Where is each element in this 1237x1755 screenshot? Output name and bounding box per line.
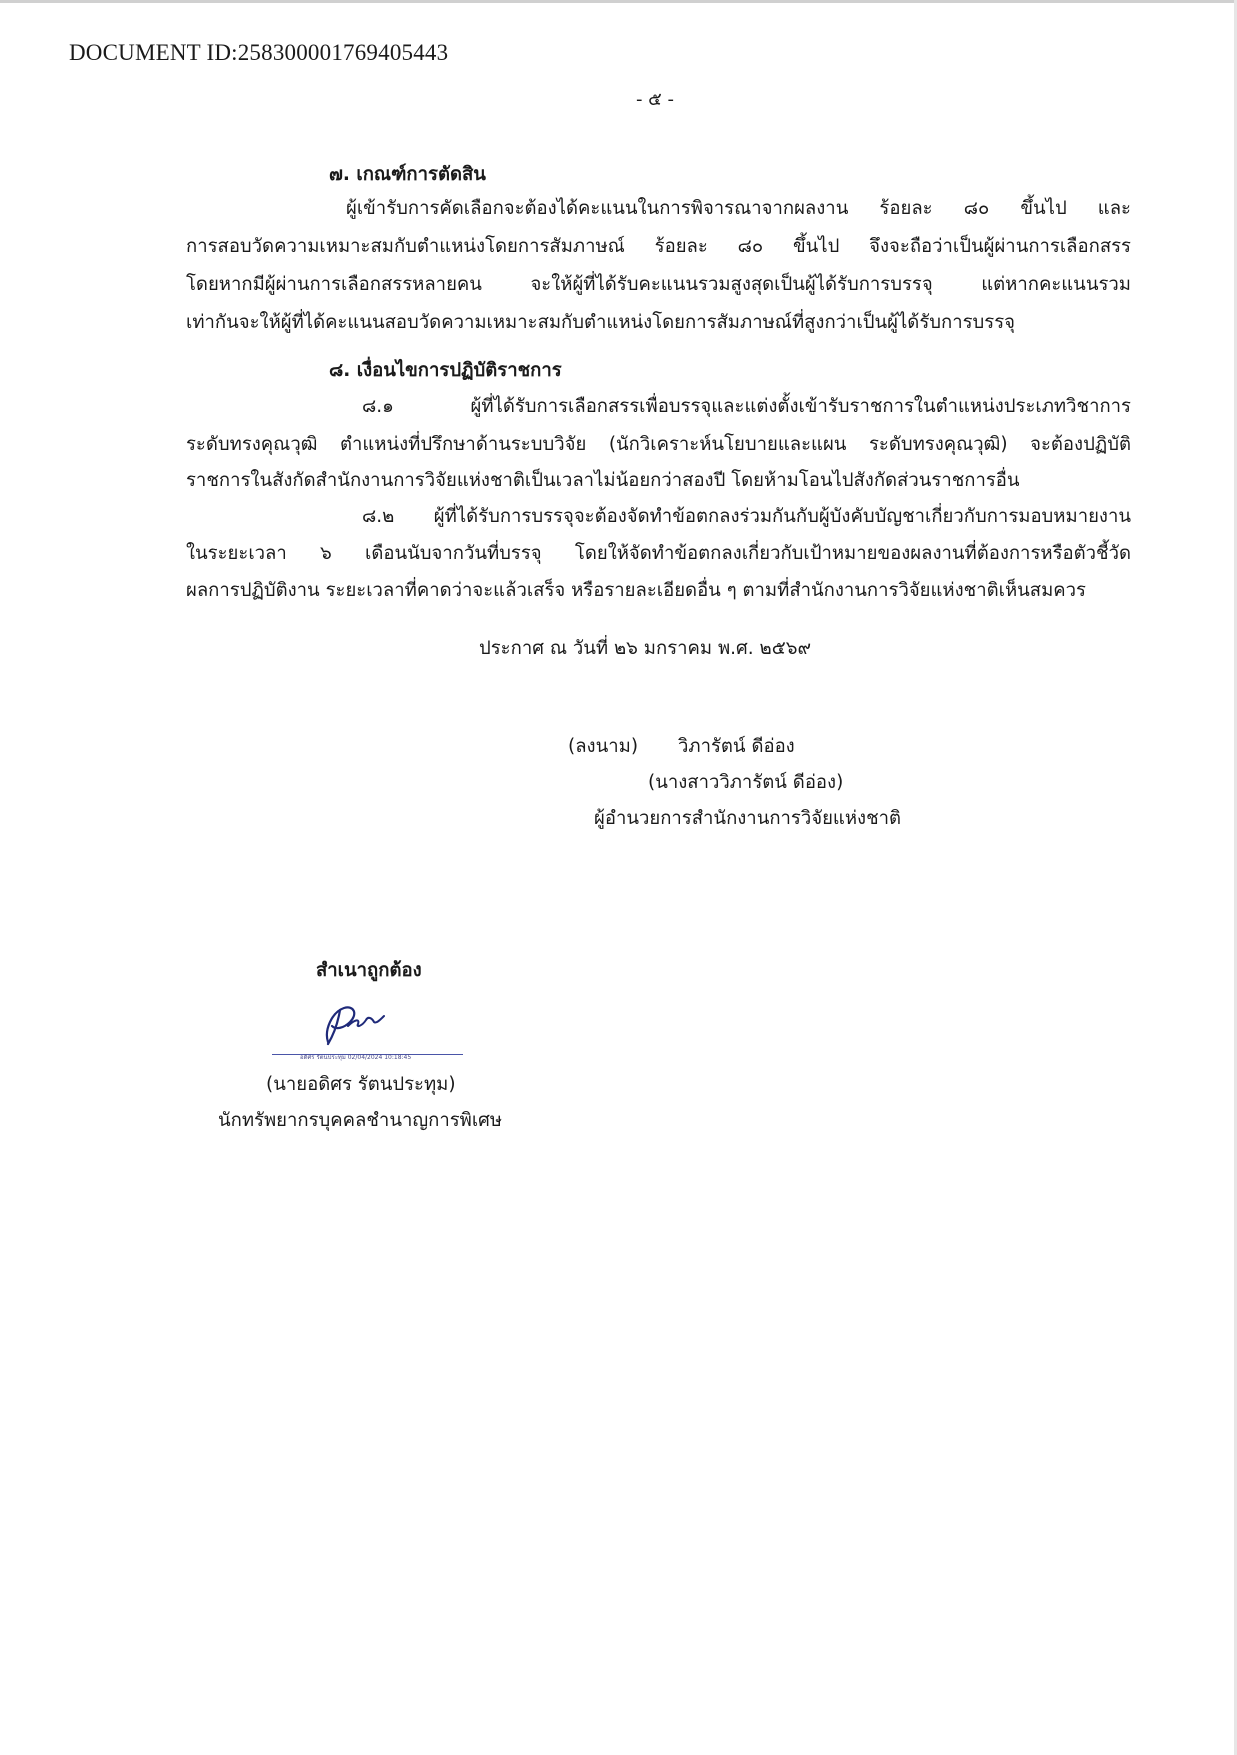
handwritten-signature [318, 1000, 398, 1050]
section-7-line-1: ผู้เข้ารับการคัดเลือกจะต้องได้คะแนนในการพิจารณาจากผลงาน ร้อยละ ๘๐ ขึ้นไป และ [346, 198, 1131, 219]
section-8-1-line-2: ระดับทรงคุณวุฒิ ตำแหน่งที่ปรึกษาด้านระบบวิจัย (นักวิเคราะห์นโยบายและแผน ระดับทรงคุณวุฒิ) จะต้องปฏิบัติ [186, 434, 1131, 455]
section-7-line-4: เท่ากันจะให้ผู้ที่ได้คะแนนสอบวัดความเหมาะสมกับตำแหน่งโดยการสัมภาษณ์ที่สูงกว่าเป็นผู้ได้รับการบรรจุ [186, 312, 1015, 333]
page-number: - ๕ - [635, 89, 675, 110]
page-top-edge [0, 0, 1237, 3]
section-8-1-line-3: ราชการในสังกัดสำนักงานการวิจัยแห่งชาติเป็นเวลาไม่น้อยกว่าสองปี โดยห้ามโอนไปสังกัดส่วนราชการอื่น [186, 470, 1020, 491]
announcement-date: ประกาศ ณ วันที่ ๒๖ มกราคม พ.ศ. ๒๕๖๙ [479, 638, 812, 659]
certified-copy-label: สำเนาถูกต้อง [316, 960, 422, 981]
document-id: DOCUMENT ID:258300001769405443 [69, 40, 449, 65]
certifier-name: (นายอดิศร รัตนประทุม) [266, 1074, 456, 1095]
signatory-full-name: (นางสาววิภารัตน์ ดีอ่อง) [648, 772, 844, 793]
section-8-1-line-1: ๘.๑ ผู้ที่ได้รับการเลือกสรรเพื่อบรรจุและแต่งตั้งเข้ารับราชการในตำแหน่งประเภทวิชาการ [362, 396, 1131, 417]
signatory-position: ผู้อำนวยการสำนักงานการวิจัยแห่งชาติ [594, 808, 902, 829]
signature-timestamp: อดิศร รัตนประทุม 02/04/2024 10:18:45 [300, 1054, 412, 1061]
signed-label: (ลงนาม) [568, 736, 639, 757]
section-7-line-3: โดยหากมีผู้ผ่านการเลือกสรรหลายคน จะให้ผู้ที่ได้รับคะแนนรวมสูงสุดเป็นผู้ได้รับการบรรจุ แต่หากคะแนนรวม [186, 274, 1131, 295]
section-7-line-2: การสอบวัดความเหมาะสมกับตำแหน่งโดยการสัมภาษณ์ ร้อยละ ๘๐ ขึ้นไป จึงจะถือว่าเป็นผู้ผ่านการเลือกสรร [186, 236, 1131, 257]
section-8-heading: ๘. เงื่อนไขการปฏิบัติราชการ [329, 360, 562, 381]
signed-name: วิภารัตน์ ดีอ่อง [678, 736, 795, 757]
section-8-2-line-3: ผลการปฏิบัติงาน ระยะเวลาที่คาดว่าจะแล้วเสร็จ หรือรายละเอียดอื่น ๆ ตามที่สำนักงานการวิจัยแห่งชาติเห็นสมควร [186, 580, 1086, 601]
section-8-2-line-1: ๘.๒ ผู้ที่ได้รับการบรรจุจะต้องจัดทำข้อตกลงร่วมกันกับผู้บังคับบัญชาเกี่ยวกับการมอบหมายงาน [362, 506, 1131, 527]
certifier-position: นักทรัพยากรบุคคลชำนาญการพิเศษ [218, 1110, 503, 1131]
section-7-heading: ๗. เกณฑ์การตัดสิน [329, 164, 486, 185]
section-8-2-line-2: ในระยะเวลา ๖ เดือนนับจากวันที่บรรจุ โดยให้จัดทำข้อตกลงเกี่ยวกับเป้าหมายของผลงานที่ต้องการหรือตัวชี้วัด [186, 543, 1131, 564]
